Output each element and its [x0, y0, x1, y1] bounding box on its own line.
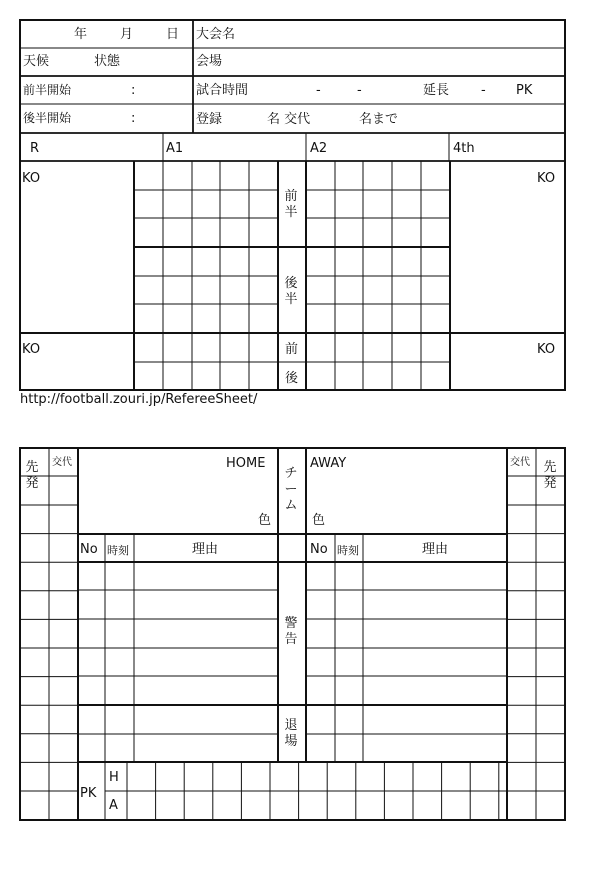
away-color-label: 色	[312, 513, 326, 528]
registration-prefix: 登録	[196, 112, 223, 127]
weather-label: 天候	[23, 54, 50, 69]
footer-url[interactable]: http://football.zouri.jp/RefereeSheet/	[20, 392, 258, 407]
first-half-start-label: 前半開始	[23, 83, 72, 97]
registration-mid: 名 交代	[267, 112, 311, 127]
kickoff-left-2: KO	[22, 342, 41, 357]
away-sub-label: 交代	[510, 457, 530, 468]
second-half-vertical: 後 半	[284, 276, 298, 307]
second-half-start-label: 後半開始	[23, 111, 72, 125]
condition-label: 状態	[94, 54, 121, 69]
kickoff-right-1: KO	[537, 171, 556, 186]
registration-suffix: 名まで	[359, 112, 399, 127]
caution-vertical-label: 警 告	[284, 616, 298, 647]
referee-label: R	[30, 141, 40, 156]
extra-time-dash: -	[481, 83, 486, 98]
kickoff-right-2: KO	[537, 342, 556, 357]
home-color-label: 色	[258, 513, 272, 528]
away-starter-label: 先 発	[543, 460, 557, 491]
team-vertical-label: チ ー ム	[284, 466, 298, 513]
away-label: AWAY	[310, 456, 347, 471]
home-time-header: 時刻	[107, 544, 129, 557]
assistant2-label: A2	[310, 141, 328, 156]
first-half-colon: :	[131, 83, 136, 98]
away-reason-header: 理由	[422, 542, 449, 557]
venue-label: 会場	[196, 54, 223, 69]
month-label: 月	[120, 27, 134, 42]
tournament-label: 大会名	[196, 27, 236, 42]
extra-time-label: 延長	[423, 83, 450, 98]
home-sub-label: 交代	[52, 457, 72, 468]
first-half-vertical: 前 半	[284, 189, 298, 220]
away-time-header: 時刻	[337, 544, 359, 557]
pk-away-label: A	[109, 798, 118, 813]
extra-first-label: 前	[285, 342, 299, 357]
match-time-dash-1: -	[316, 83, 321, 98]
sendoff-vertical-label: 退 場	[284, 718, 298, 749]
match-time-dash-2: -	[357, 83, 362, 98]
assistant1-label: A1	[166, 141, 184, 156]
fourth-official-label: 4th	[453, 141, 475, 156]
pk-label: PK	[516, 83, 533, 98]
kickoff-left-1: KO	[22, 171, 41, 186]
home-no-header: No	[80, 542, 98, 557]
day-label: 日	[166, 27, 180, 42]
home-reason-header: 理由	[192, 542, 219, 557]
second-half-colon: :	[131, 111, 136, 126]
match-time-label: 試合時間	[196, 83, 249, 98]
home-label: HOME	[226, 456, 266, 471]
year-label: 年	[74, 27, 88, 42]
extra-second-label: 後	[285, 371, 299, 386]
away-no-header: No	[310, 542, 328, 557]
home-starter-label: 先 発	[25, 460, 39, 491]
pk-row-label: PK	[80, 786, 97, 801]
pk-home-label: H	[109, 770, 119, 785]
